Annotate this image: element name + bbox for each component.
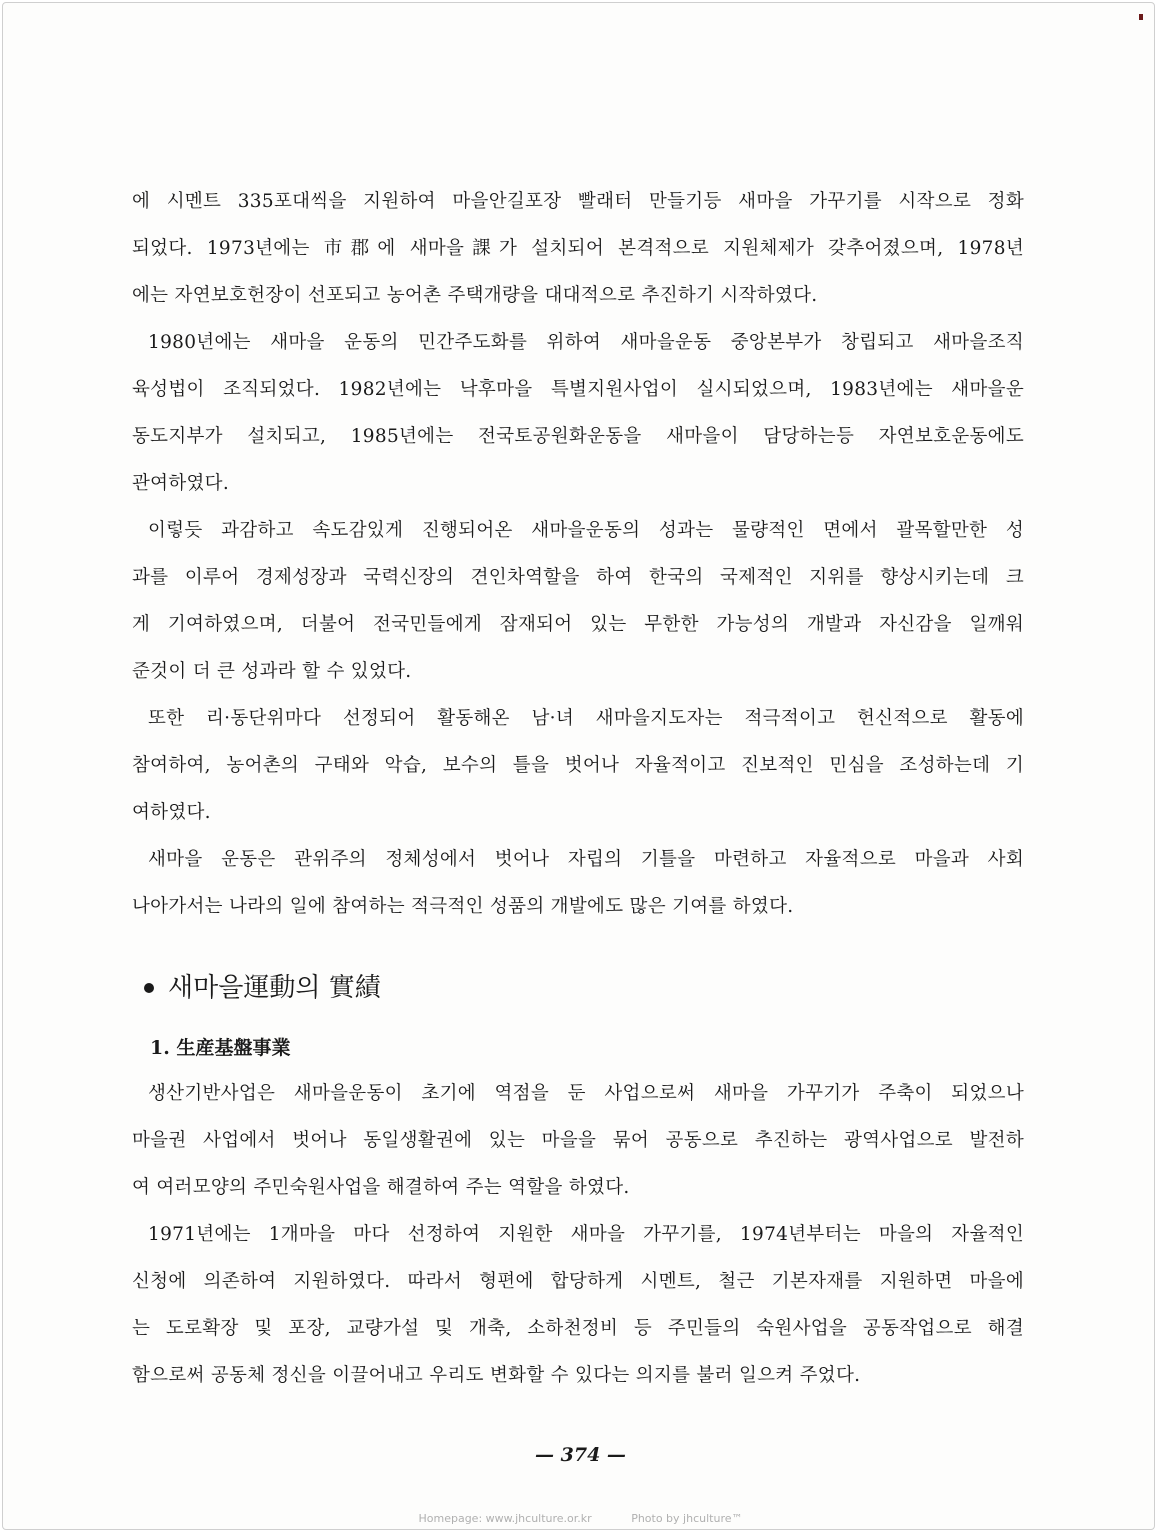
document-body <box>132 178 1024 1399</box>
section-heading <box>144 968 1024 1008</box>
text-line: 과를 이루어 경제성장과 국력신장의 견인차역할을 하여 한국의 국제적인 지위를 향상시키는데 크 <box>132 567 1024 588</box>
text-line: 준것이 더 큰 성과라 할 수 있었다. <box>132 661 412 682</box>
text-line: 생산기반사업은 새마을운동이 초기에 역점을 둔 사업으로써 새마을 가꾸기가 주축이 되었으나 <box>148 1083 1024 1104</box>
paragraph <box>132 507 1024 695</box>
section-heading-text: 새마을運動의 實績 <box>168 973 381 1003</box>
paragraph <box>132 836 1024 930</box>
text-line: 신청에 의존하여 지원하였다. 따라서 형편에 합당하게 시멘트, 철근 기본자재를 지원하면 마을에 <box>132 1271 1024 1292</box>
text-line: 참여하여, 농어촌의 구태와 악습, 보수의 틀을 벗어나 자율적이고 진보적인 민심을 조성하는데 기 <box>132 755 1024 776</box>
text-line: 함으로써 공동체 정신을 이끌어내고 우리도 변화할 수 있다는 의지를 불러 일으켜 주었다. <box>132 1365 861 1386</box>
text-line: 여 여러모양의 주민숙원사업을 해결하여 주는 역할을 하였다. <box>132 1177 630 1198</box>
body-text-part-2 <box>132 1070 1024 1399</box>
bullet-icon <box>144 983 154 993</box>
text-line: 에는 자연보호헌장이 선포되고 농어촌 주택개량을 대대적으로 추진하기 시작하였다. <box>132 285 818 306</box>
text-line: 에 시멘트 335포대씩을 지원하여 마을안길포장 빨래터 만들기등 새마을 가꾸기를 시작으로 정화 <box>132 191 1024 212</box>
text-line: 여하였다. <box>132 802 211 823</box>
text-line: 동도지부가 설치되고, 1985년에는 전국토공원화운동을 새마을이 담당하는등 자연보호운동에도 <box>132 426 1024 447</box>
footer-homepage: Homepage: www.jhculture.or.kr <box>418 1512 592 1525</box>
text-line: 게 기여하였으며, 더불어 전국민들에게 잠재되어 있는 무한한 가능성의 개발과 자신감을 일깨워 <box>132 614 1024 635</box>
paragraph <box>132 695 1024 836</box>
sub-heading: 1. 生産基盤事業 <box>150 1037 291 1059</box>
text-line: 새마을 운동은 관위주의 정체성에서 벗어나 자립의 기틀을 마련하고 자율적으로 마을과 사회 <box>148 849 1024 870</box>
text-line: 육성법이 조직되었다. 1982년에는 낙후마을 특별지원사업이 실시되었으며, 1983년에는 새마을운 <box>132 379 1024 400</box>
text-line: 1980년에는 새마을 운동의 민간주도화를 위하여 새마을운동 중앙본부가 창립되고 새마을조직 <box>148 332 1024 353</box>
text-line: 관여하였다. <box>132 473 230 494</box>
page-number: — 374 — <box>535 1444 626 1466</box>
corner-mark <box>1139 14 1143 20</box>
paragraph <box>132 319 1024 507</box>
footer-photo-credit: Photo by jhculture™ <box>631 1512 743 1525</box>
text-line: 나아가서는 나라의 일에 참여하는 적극적인 성품의 개발에도 많은 기여를 하였다. <box>132 896 794 917</box>
text-line: 마을권 사업에서 벗어나 동일생활권에 있는 마을을 묶어 공동으로 추진하는 광역사업으로 발전하 <box>132 1130 1024 1151</box>
text-line: 이렇듯 과감하고 속도감있게 진행되어온 새마을운동의 성과는 물량적인 면에서 괄목할만한 성 <box>148 520 1024 541</box>
text-line: 되었다. 1973년에는 市郡에 새마을課가 설치되어 본격적으로 지원체제가 갖추어졌으며, 1978년 <box>132 238 1024 259</box>
paragraph <box>132 178 1024 319</box>
paragraph <box>132 1070 1024 1211</box>
text-line: 는 도로확장 및 포장, 교량가설 및 개축, 소하천정비 등 주민들의 숙원사업을 공동작업으로 해결 <box>132 1318 1024 1339</box>
body-text-part-1 <box>132 178 1024 930</box>
text-line: 또한 리·동단위마다 선정되어 활동해온 남·녀 새마을지도자는 적극적이고 헌신적으로 활동에 <box>148 708 1024 729</box>
footer <box>0 1512 1161 1525</box>
text-line: 1971년에는 1개마을 마다 선정하여 지원한 새마을 가꾸기를, 1974년부터는 마을의 자율적인 <box>148 1224 1024 1245</box>
paragraph <box>132 1211 1024 1399</box>
